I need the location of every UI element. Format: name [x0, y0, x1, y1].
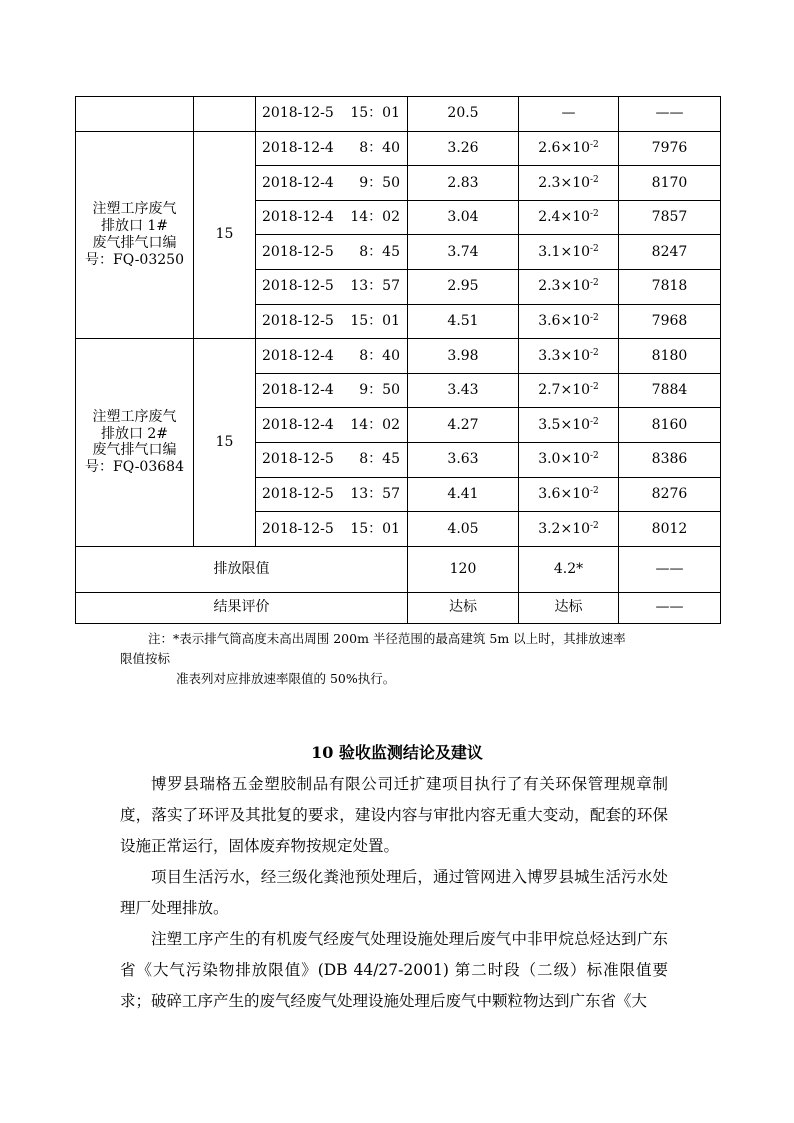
rate-base: 3.2×10 [538, 520, 591, 537]
flow-rate-cell: 7818 [619, 269, 721, 304]
location-line: 注塑工序废气 [92, 201, 177, 218]
rate-base: 2.3×10 [538, 278, 591, 295]
emission-limit-label: 排放限值 [76, 546, 408, 592]
sampling-clock: 8：40 [359, 347, 400, 364]
eval-emission-rate: 达标 [519, 592, 619, 623]
sampling-clock: 14：02 [350, 416, 400, 433]
concentration-cell: 3.26 [408, 131, 519, 166]
rate-base: 2.6×10 [538, 139, 591, 156]
rate-exponent: -2 [590, 451, 599, 462]
limit-emission-rate: 4.2* [519, 546, 619, 592]
location-line: 排放口 1# [100, 218, 169, 235]
concentration-cell: 4.27 [408, 408, 519, 443]
sampling-date: 2018-12-4 [262, 209, 334, 226]
sampling-date: 2018-12-5 [262, 451, 334, 468]
sampling-date: 2018-12-5 [262, 105, 334, 122]
sampling-clock: 15：01 [350, 520, 400, 537]
flow-rate-cell: 8247 [619, 235, 721, 270]
rate-base: 3.6×10 [538, 485, 591, 502]
stack-height-cell: 15 [194, 131, 256, 339]
rate-exponent: -2 [590, 174, 599, 185]
rate-exponent: -2 [590, 139, 599, 150]
section-heading: 10 验收监测结论及建议 [311, 743, 483, 762]
table-row [76, 131, 721, 166]
eval-concentration: 达标 [408, 592, 519, 623]
sampling-date: 2018-12-5 [262, 312, 334, 329]
rate-exponent: -2 [590, 312, 599, 323]
rate-exponent: -2 [590, 416, 599, 427]
sampling-time-cell [256, 442, 408, 477]
rate-exponent: -2 [590, 278, 599, 289]
rate-exponent: -2 [590, 347, 599, 358]
flow-rate-cell: —— [619, 97, 721, 132]
location-line: 排放口 2# [100, 425, 169, 442]
location-cell [76, 97, 194, 132]
concentration-cell: 3.63 [408, 442, 519, 477]
emission-rate-cell: — [519, 97, 619, 132]
body-paragraph-2: 项目生活污水，经三级化粪池预处理后，通过管网进入博罗县城生活污水处理厂处理排放。 [120, 868, 668, 917]
location-line: 注塑工序废气 [92, 408, 177, 425]
rate-base: 3.0×10 [538, 451, 591, 468]
flow-rate-cell: 7857 [619, 200, 721, 235]
concentration-cell: 3.74 [408, 235, 519, 270]
flow-rate-cell: 7884 [619, 373, 721, 408]
sampling-time-cell [256, 235, 408, 270]
sampling-clock: 8：40 [359, 139, 400, 156]
sampling-clock: 15：01 [350, 312, 400, 329]
sampling-time-cell [256, 373, 408, 408]
sampling-clock: 13：57 [350, 278, 400, 295]
sampling-date: 2018-12-4 [262, 174, 334, 191]
sampling-time-cell [256, 408, 408, 443]
sampling-time-cell [256, 131, 408, 166]
sampling-time-cell [256, 304, 408, 339]
limit-concentration: 120 [408, 546, 519, 592]
limit-flow-rate: —— [619, 546, 721, 592]
rate-base: 2.4×10 [538, 209, 591, 226]
flow-rate-cell: 8386 [619, 442, 721, 477]
location-cell [76, 339, 194, 547]
rate-base: 3.1×10 [538, 243, 591, 260]
sampling-time-cell [256, 269, 408, 304]
rate-base: 3.5×10 [538, 416, 591, 433]
location-cell [76, 131, 194, 339]
emission-rate-cell [519, 442, 619, 477]
sampling-clock: 9：50 [359, 174, 400, 191]
result-evaluation-row [76, 592, 721, 623]
flow-rate-cell: 7968 [619, 304, 721, 339]
sampling-clock: 9：50 [359, 382, 400, 399]
sampling-clock: 14：02 [350, 209, 400, 226]
emission-rate-cell [519, 477, 619, 512]
flow-rate-cell: 8170 [619, 166, 721, 201]
concentration-cell: 4.51 [408, 304, 519, 339]
table-note-line-2: 限值按标 [120, 651, 171, 666]
body-paragraph-3: 注塑工序产生的有机废气经废气处理设施处理后废气中非甲烷总烃达到广东省《大气污染物排放限值》(DB 44/27-2001) 第二时段（二级）标准限值要求；破碎工序产生的废气经废气处理设施处理后废气中颗粒物达到广东省《大 [120, 930, 668, 1010]
table-note-line-3: 准表列对应排放速率限值的 50%执行。 [176, 671, 396, 686]
result-evaluation-label: 结果评价 [76, 592, 408, 623]
rate-base: 2.3×10 [538, 174, 591, 191]
location-line: 废气排气口编 [92, 442, 177, 459]
flow-rate-cell: 8180 [619, 339, 721, 374]
emission-monitoring-table [75, 96, 721, 624]
sampling-time-cell [256, 166, 408, 201]
emission-rate-cell [519, 512, 619, 547]
rate-base: 2.7×10 [538, 382, 591, 399]
rate-base: 3.3×10 [538, 347, 591, 364]
sampling-time-cell [256, 477, 408, 512]
sampling-date: 2018-12-4 [262, 139, 334, 156]
sampling-clock: 8：45 [359, 243, 400, 260]
sampling-date: 2018-12-5 [262, 485, 334, 502]
rate-exponent: -2 [590, 243, 599, 254]
body-paragraph-1: 博罗县瑞格五金塑胶制品有限公司迁扩建项目执行了有关环保管理规章制度，落实了环评及其批复的要求，建设内容与审批内容无重大变动，配套的环保设施正常运行，固体废弃物按规定处置。 [120, 775, 668, 855]
concentration-cell: 3.43 [408, 373, 519, 408]
rate-exponent: -2 [590, 520, 599, 531]
flow-rate-cell: 7976 [619, 131, 721, 166]
table-body [76, 97, 721, 547]
concentration-cell: 2.95 [408, 269, 519, 304]
emission-rate-cell [519, 304, 619, 339]
emission-limit-row [76, 546, 721, 592]
sampling-date: 2018-12-4 [262, 347, 334, 364]
emission-rate-cell [519, 373, 619, 408]
emission-rate-cell [519, 339, 619, 374]
flow-rate-cell: 8012 [619, 512, 721, 547]
concentration-cell: 20.5 [408, 97, 519, 132]
location-line: 号：FQ-03250 [85, 251, 184, 268]
sampling-clock: 15：01 [350, 105, 400, 122]
rate-exponent: -2 [590, 485, 599, 496]
sampling-date: 2018-12-4 [262, 416, 334, 433]
emission-rate-cell [519, 235, 619, 270]
concentration-cell: 2.83 [408, 166, 519, 201]
flow-rate-cell: 8160 [619, 408, 721, 443]
sampling-clock: 8：45 [359, 451, 400, 468]
sampling-time-cell [256, 97, 408, 132]
table-note-line-1: 注：*表示排气筒高度未高出周围 200m 半径范围的最高建筑 5m 以上时，其排放速率 [148, 631, 626, 646]
sampling-date: 2018-12-5 [262, 520, 334, 537]
eval-flow-rate: —— [619, 592, 721, 623]
emission-rate-cell [519, 131, 619, 166]
sampling-date: 2018-12-5 [262, 278, 334, 295]
concentration-cell: 3.04 [408, 200, 519, 235]
concentration-cell: 3.98 [408, 339, 519, 374]
table-row [76, 97, 721, 132]
stack-height-cell: 15 [194, 339, 256, 547]
sampling-time-cell [256, 512, 408, 547]
concentration-cell: 4.41 [408, 477, 519, 512]
sampling-time-cell [256, 200, 408, 235]
rate-exponent: -2 [590, 382, 599, 393]
sampling-time-cell [256, 339, 408, 374]
emission-rate-cell [519, 200, 619, 235]
sampling-clock: 13：57 [350, 485, 400, 502]
rate-exponent: -2 [590, 209, 599, 220]
summary-body [76, 546, 721, 623]
sampling-date: 2018-12-5 [262, 243, 334, 260]
location-line: 废气排气口编 [92, 234, 177, 251]
stack-height-cell [194, 97, 256, 132]
concentration-cell: 4.05 [408, 512, 519, 547]
emission-rate-cell [519, 269, 619, 304]
flow-rate-cell: 8276 [619, 477, 721, 512]
sampling-date: 2018-12-4 [262, 382, 334, 399]
emission-rate-cell [519, 408, 619, 443]
rate-base: 3.6×10 [538, 312, 591, 329]
emission-rate-cell [519, 166, 619, 201]
location-line: 号：FQ-03684 [85, 459, 184, 476]
table-row [76, 339, 721, 374]
